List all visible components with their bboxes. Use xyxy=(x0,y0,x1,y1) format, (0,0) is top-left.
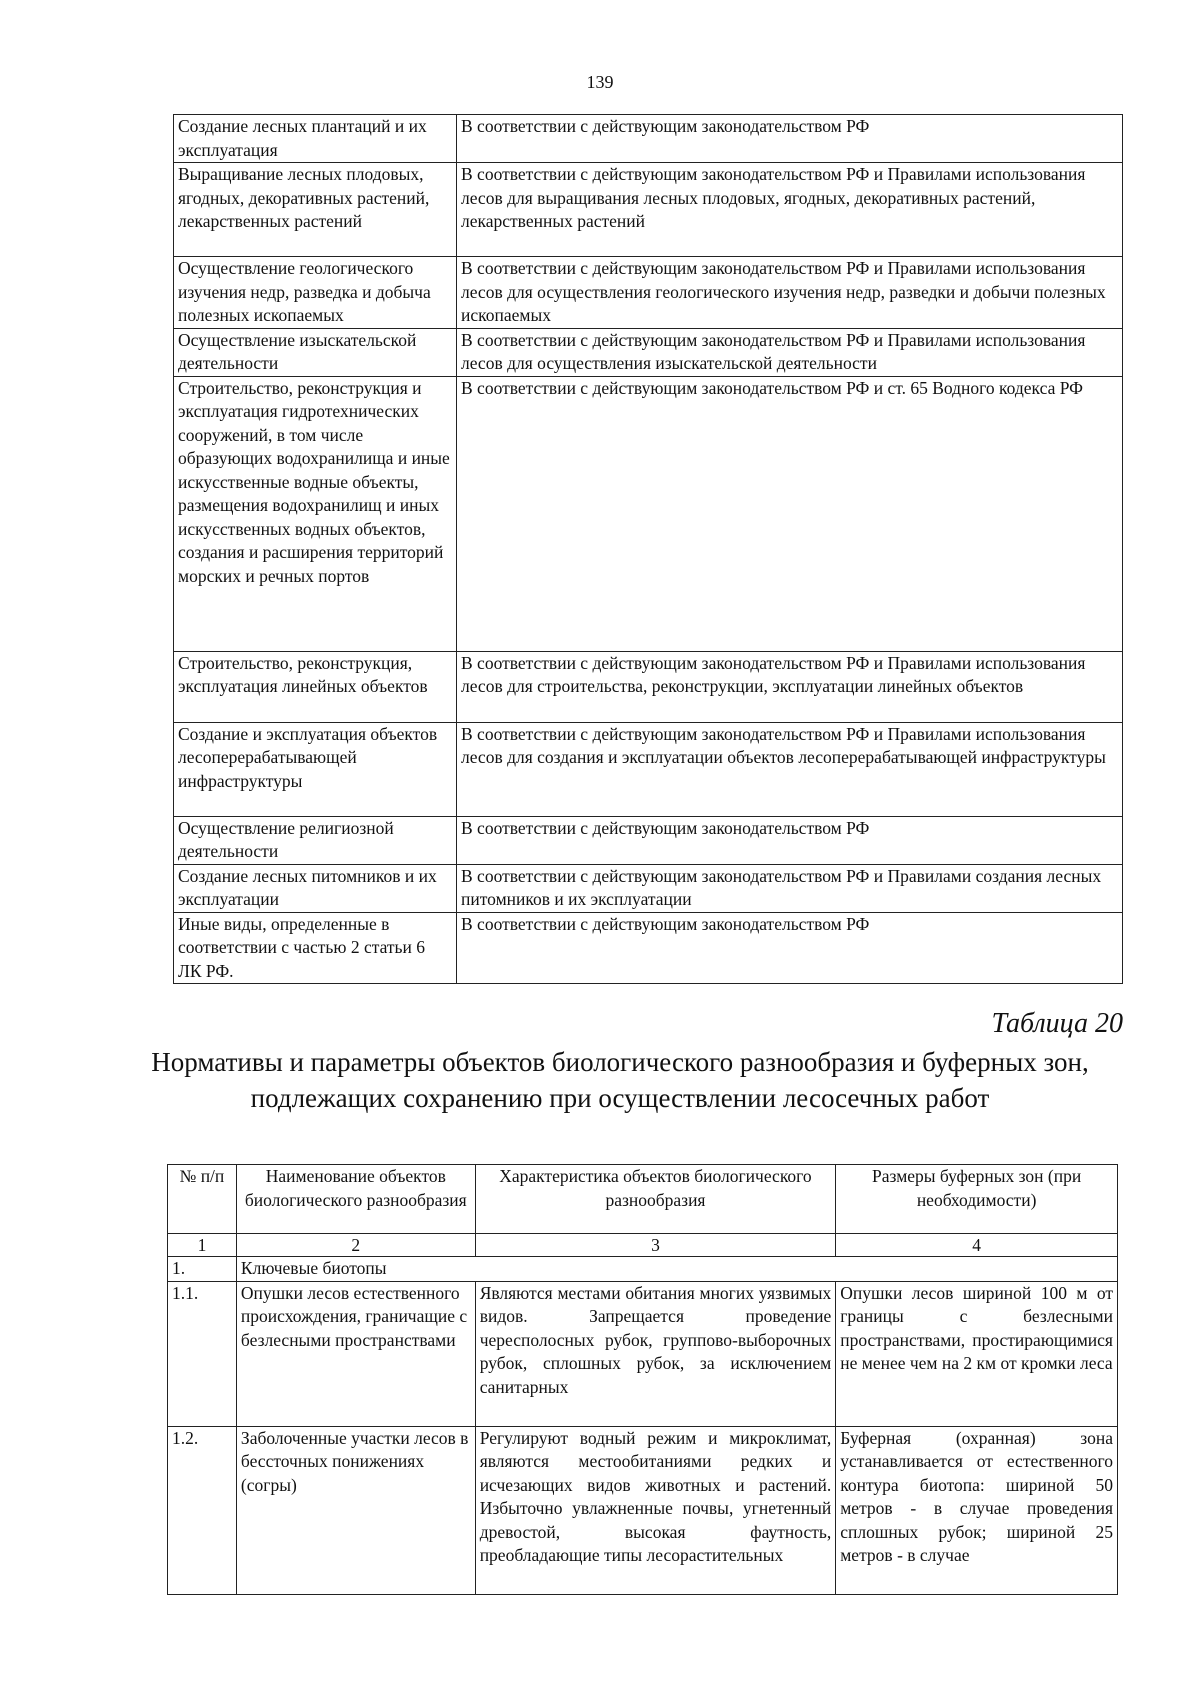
object-characteristic: Являются местами обитания многих уязвимых видов. Запрещается проведение чересполосных рубок, группово-выборочных рубок, сплошных рубок, за исключением санитарных xyxy=(475,1281,836,1426)
requirement-cell: В соответствии с действующим законодательством РФ xyxy=(457,115,1123,163)
row-number: 1.1. xyxy=(168,1281,237,1426)
section-name: Ключевые биотопы xyxy=(236,1257,1117,1282)
page-number: 139 xyxy=(586,72,614,92)
object-name: Заболоченные участки лесов в бессточных понижениях (согры) xyxy=(236,1426,475,1594)
activity-cell: Осуществление религиозной деятельности xyxy=(174,816,457,864)
table-caption: Таблица 20 xyxy=(991,1008,1123,1039)
buffer-zone-size: Буферная (охранная) зона устанавливается от естественного контура биотопа: шириной 50 метров - в случае проведения сплошных рубок; шириной 25 метров - в случае xyxy=(836,1426,1118,1594)
requirement-cell: В соответствии с действующим законодательством РФ и Правилами использования лесов для осуществления геологического изучения недр, разведки и добычи полезных ископаемых xyxy=(457,257,1123,329)
requirement-cell: В соответствии с действующим законодательством РФ xyxy=(457,816,1123,864)
object-name: Опушки лесов естественного происхождения, граничащие с безлесными пространствами xyxy=(236,1281,475,1426)
column-number-row xyxy=(168,1234,1118,1257)
buffer-zone-size: Опушки лесов шириной 100 м от границы с безлесными пространствами, простирающимися не менее чем на 2 км от кромки леса xyxy=(836,1281,1118,1426)
activity-cell: Создание лесных плантаций и их эксплуатация xyxy=(174,115,457,163)
requirement-cell: В соответствии с действующим законодательством РФ и Правилами использования лесов для создания и эксплуатации объектов лесоперерабатывающей инфраструктуры xyxy=(457,722,1123,816)
activity-cell: Осуществление изыскательской деятельности xyxy=(174,328,457,376)
header-row xyxy=(168,1165,1118,1234)
activity-cell: Создание лесных питомников и их эксплуатации xyxy=(174,864,457,912)
activity-cell: Строительство, реконструкция, эксплуатация линейных объектов xyxy=(174,651,457,722)
activity-cell: Осуществление геологического изучения недр, разведка и добыча полезных ископаемых xyxy=(174,257,457,329)
activity-cell: Строительство, реконструкция и эксплуатация гидротехнических сооружений, в том числе образующих водохранилища и иные искусственные водные объекты, размещения водохранилищ и иных искусственных водных объектов, создания и расширения территорий морских и речных портов xyxy=(174,376,457,651)
table-row xyxy=(174,816,1123,864)
column-number: 3 xyxy=(475,1234,836,1257)
activity-cell: Выращивание лесных плодовых, ягодных, декоративных растений, лекарственных растений xyxy=(174,163,457,257)
table-row xyxy=(168,1426,1118,1594)
column-number: 2 xyxy=(236,1234,475,1257)
header-cell: № п/п xyxy=(168,1165,237,1234)
table-row xyxy=(174,115,1123,163)
section-row xyxy=(168,1257,1118,1282)
requirement-cell: В соответствии с действующим законодательством РФ и Правилами использования лесов для строительства, реконструкции, эксплуатации линейных объектов xyxy=(457,651,1123,722)
table-row xyxy=(168,1281,1118,1426)
object-characteristic: Регулируют водный режим и микроклимат, являются местообитаниями редких и исчезающих видов животных и растений. Избыточно увлажненные почвы, угнетенный древостой, высокая фаутность, преобладающие типы лесорастительных xyxy=(475,1426,836,1594)
table-row xyxy=(174,328,1123,376)
activity-cell: Иные виды, определенные в соответствии с частью 2 статьи 6 ЛК РФ. xyxy=(174,912,457,984)
requirement-cell: В соответствии с действующим законодательством РФ и Правилами использования лесов для выращивания лесных плодовых, ягодных, декоративных растений, лекарственных растений xyxy=(457,163,1123,257)
section-number: 1. xyxy=(168,1257,237,1282)
column-number: 1 xyxy=(168,1234,237,1257)
table-row xyxy=(174,376,1123,651)
requirement-cell: В соответствии с действующим законодательством РФ и Правилами использования лесов для осуществления изыскательской деятельности xyxy=(457,328,1123,376)
table-row xyxy=(174,651,1123,722)
table-title: Нормативы и параметры объектов биологического разнообразия и буферных зон, подлежащих сохранению при осуществлении лесосечных работ xyxy=(151,1047,1089,1113)
table-row xyxy=(174,912,1123,984)
table-row xyxy=(174,163,1123,257)
table-row xyxy=(174,864,1123,912)
table-row xyxy=(174,257,1123,329)
activity-cell: Создание и эксплуатация объектов лесоперерабатывающей инфраструктуры xyxy=(174,722,457,816)
header-cell: Наименование объектов биологического разнообразия xyxy=(236,1165,475,1234)
requirement-cell: В соответствии с действующим законодательством РФ xyxy=(457,912,1123,984)
requirement-cell: В соответствии с действующим законодательством РФ и Правилами создания лесных питомников и их эксплуатации xyxy=(457,864,1123,912)
row-number: 1.2. xyxy=(168,1426,237,1594)
requirement-cell: В соответствии с действующим законодательством РФ и ст. 65 Водного кодекса РФ xyxy=(457,376,1123,651)
forest-uses-table xyxy=(173,114,1123,984)
biodiversity-table xyxy=(167,1164,1118,1595)
header-cell: Размеры буферных зон (при необходимости) xyxy=(836,1165,1118,1234)
header-cell: Характеристика объектов биологического разнообразия xyxy=(475,1165,836,1234)
table-row xyxy=(174,722,1123,816)
column-number: 4 xyxy=(836,1234,1118,1257)
